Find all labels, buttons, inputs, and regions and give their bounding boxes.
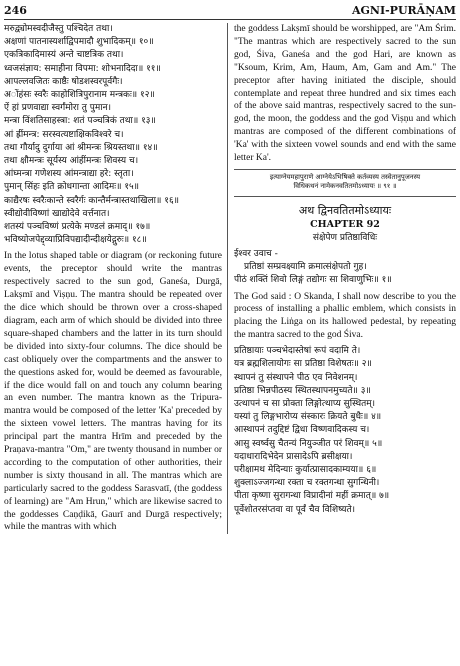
- translation-paragraph: In the lotus shaped table or diagram (or reckoning future events, the preceptor should write the mantras respectively sacred to the sun god, Ganeśa, Durgā, Lakṣmī and Viṣṇu. The mantra should be repeated over the dice which should be thrown over a cross-shaped diagram, each arm of which should be divided into three square-shaped chambers and the latter in its turn should be divided into sixty-four columns. The dice should be cast obliquely over the compartments and the answer to the questions asked for, would be deemed as favourable, if the dice would fall on and touch any column bearing an even number. The mantra known as the Tripura-mantra would be composed of the letter 'Ka' preceded by the sixteen vowel letters. The mantras having for its principal part the mantra Hrīm and preceded by the Praṇava-mantra "Om," are twenty thousand in number or according to the computation of other authorities, their number is sixty thousand in all. The mantras which are particularly sacred to the goddess Sarasvatī, (the goddess of learning) are "Am Hrun," which are likewise sacred to the goddesses Caṇḍikā, Gaurī and Durgā respectively; while the mantras with which: [4, 251, 222, 533]
- page-header: [4, 3, 456, 20]
- verse-line: यस्यां तु लिङ्गभारोप्य संस्कारः क्रियते बुधैः॥ ४॥: [234, 412, 382, 423]
- verse-line: अक्षणां पातनास्यर्शाद्विपमादौ शुभादिकम्॥ १०॥: [4, 37, 154, 48]
- verse-line: मरुद्व्योमस्वदीजैस्तु पश्चिदेत तथा।: [4, 24, 113, 34]
- verse-line: आंघ्मन्त्रा गणेशस्य आंमन्त्राद्या हरे: स्तृता।: [4, 169, 134, 180]
- two-column-body: [4, 23, 456, 534]
- verse-line: प्रतिष्ठायाः पञ्चभेदास्तेषां रूपं वदामि ते।: [234, 346, 361, 357]
- verse-line: पूर्वेशोतरसंप्तवा वा पूर्वं चैव विशिष्यते।: [234, 504, 356, 515]
- verse-line: शतस्यं पञ्चविष्णं प्रत्येके मण्डलं क्रमाद्॥ १७॥: [4, 222, 151, 233]
- verse-line: प्रतिष्ठां सम्प्रवक्ष्यामि क्रमात्संक्षेपतो गुह।: [244, 262, 367, 273]
- verse-line: आसु स्वर्ष्वसु चैतन्यं नियुञ्जीत परं शिवम्॥ ५॥: [234, 438, 383, 449]
- verse-line: पुमान् सिंहः इति क्रोधगान्ता आदिमः॥ १५॥: [4, 182, 140, 193]
- verse-line: काद्यैरषः स्वरैःकान्ते स्वरैर्गः कान्तैर्मन्त्रास्तथाखिला॥ १६॥: [4, 195, 180, 206]
- verse-line: स्थापनं तु संस्थापने पीठ एव निवेशनम्।: [234, 372, 358, 383]
- verse-line: एकत्रिकादिमास्यं अन्ते चाष्टत्रिक तथा।: [4, 50, 124, 61]
- chapter-colophon: विधिकथनं नामेकनवतितमोऽध्यायः ॥ ९१ ॥: [293, 182, 397, 191]
- verse-line: उत्थापनं च सा प्रोक्ता लिङ्गोत्थाप्य सुस्थितम्।: [234, 399, 376, 410]
- verse-line: भविष्योजपेद्द्व्याप्रिविपद्यादीन्दीक्षयेद्गुरुः॥ १८॥: [4, 235, 147, 246]
- chapter-colophon: इत्याग्नेयमहापुराणे आग्नेयेऽभिषिक्ते कर्तव्यस्य तस्वेतानुपूजनस्य: [269, 172, 421, 181]
- chapter-number: CHAPTER 92: [310, 218, 380, 230]
- divider: [234, 169, 456, 170]
- verse-line: ऐं हां प्रणवाद्या स्वर्गंमोरा तु पुमान।: [4, 103, 112, 114]
- verse-line: ध्वजसंज्ञाय: समाहीना विपमा: शोभनादिदा॥ ११॥: [4, 63, 161, 74]
- verse-line: तथा गौर्यादु दुर्गाया आं श्रीमन्त्रः श्रियस्तथा॥ १४॥: [4, 142, 158, 153]
- verse-line: तथा क्षौमन्त्रः सूर्यस्य आंहींमन्त्रः शिवस्य च।: [4, 156, 139, 167]
- verse-line: अोंहंसः स्वरैः काहोशित्रिपुरानाम मन्त्रकः॥ १२॥: [4, 90, 155, 101]
- verse-line: स्वीद्योवीविष्णां खाद्योदेवे वर्त्तनात।: [4, 208, 110, 219]
- translation-paragraph: The God said : O Skanda, I shall now describe to you the process of installing a phallic emblem, which consists in placing the Liṅga on its hallowed pedestal, by repeating the mantra sacred to the god Śiva.: [234, 291, 456, 341]
- divider: [234, 196, 456, 197]
- verse-line: प्रतिष्ठा भिन्नपीठस्य स्थितस्थापनमुच्यते॥ ३॥: [234, 385, 371, 396]
- speaker-line: ईश्वर उवाच -: [234, 248, 278, 259]
- right-column: [228, 23, 456, 534]
- running-title: AGNI-PURĀṆAM: [351, 4, 456, 17]
- verse-line: आपल्लवजितः काष्ठैः षोडशस्वरपूर्वगैः।: [4, 76, 123, 87]
- verse-line: यदाधारादिभेदेन प्रासादेऽपि ब्रसीक्षया।: [234, 451, 353, 462]
- verse-line: मन्त्रा विंशतिसाहस्त्रा: शतं पञ्चत्रिकं तथा॥ १३॥: [4, 116, 156, 127]
- verse-line: पीता कृष्णा सुरागन्धा विप्रादीनां महीं क्रमात्॥ ७॥: [234, 491, 390, 502]
- verse-line: यत्र ब्रह्मशिलायोगः सा प्रतिष्ठा विशेषतः॥ २॥: [234, 359, 372, 370]
- verse-line: परीक्षामथ मेदिन्याः कुर्यात्प्रासादकाम्यया॥ ६॥: [234, 465, 377, 476]
- chapter-title: अथ द्विनवतितमोऽध्यायः: [298, 203, 392, 217]
- left-column: [4, 23, 228, 534]
- chapter-subtitle: संक्षेपेण प्रतिष्ठाविधिः: [312, 232, 378, 243]
- verse-line: आस्थापनं तदुद्दिष्टं द्विधा विष्णवादिकस्य च।: [234, 425, 370, 436]
- translation-paragraph: the goddess Lakṣmī should be worshipped, are "Am Śrim. "The mantras which are respectively sacred to the sun god, Śiva, Ganeśa and the god Hari, are known as "Ksoum, Krim, Am, Haum, Am, Gam and Am." The preceptor after having initiated the disciple, should contemplate and repeat three hundred and six times each of the above said mantras, respectively sacred to the sun-god, the moon, the goddess and the god Viṣṇu and which mantras are composed of the different combinations of 'Ka' with the sixteen vowel sounds and end with the same letter Ka'.: [234, 24, 456, 164]
- page-number: 246: [4, 4, 27, 17]
- verse-line: पीठं शक्तिं शिवो लिङ्गं तद्योगः सा शिवाणुभिः॥ १॥: [234, 275, 392, 286]
- verse-line: आं ह्रींमन्त्र: सरस्वत्यष्टाक्षिकविश्वरे च।: [4, 129, 124, 140]
- verse-line: शुक्लाऽज्जगन्धा रक्ता च रक्तगन्धा सुगन्धिनी।: [234, 478, 380, 489]
